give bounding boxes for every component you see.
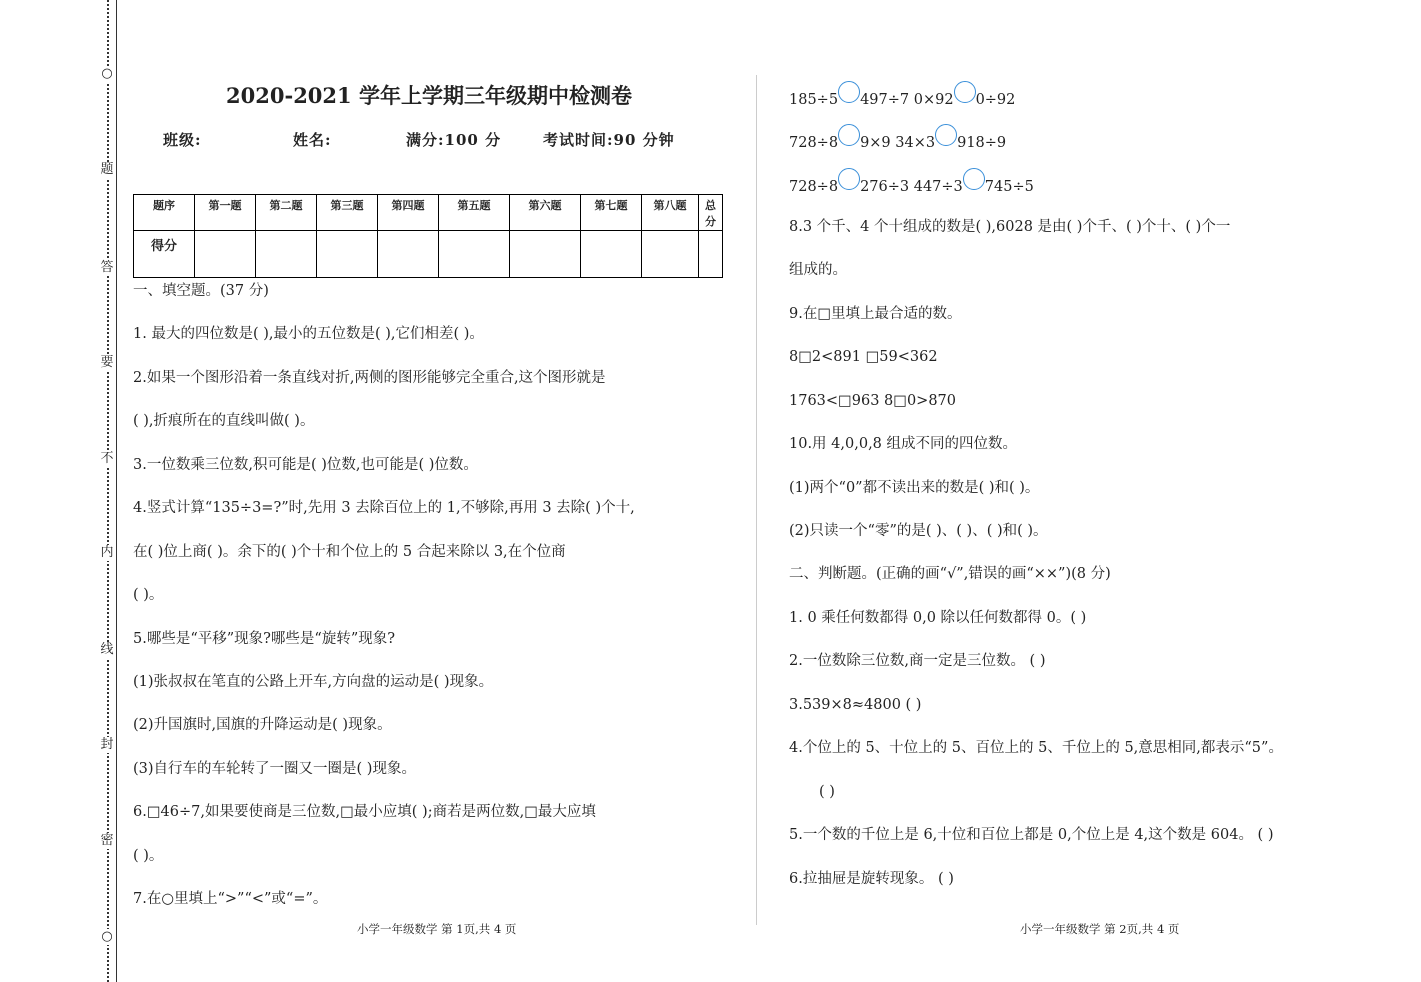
score-header: 第七题 (581, 195, 642, 231)
question-5: 5.哪些是“平移”现象?哪些是“旋转”现象? (133, 631, 396, 647)
judgment-2: 2.一位数除三位数,商一定是三位数。 ( ) (789, 653, 1046, 669)
question-9-row2: 1763<□963 8□0>870 (789, 393, 957, 409)
page-divider (756, 75, 757, 925)
question-6-line2: ( )。 (133, 848, 164, 864)
score-cell[interactable] (510, 231, 581, 278)
score-row-label: 得分 (134, 231, 195, 278)
score-header: 题序 (134, 195, 195, 231)
question-8-line2: 组成的。 (789, 262, 847, 278)
score-table (133, 194, 723, 278)
binding-char: 密 (100, 833, 114, 848)
section-fill-blank: 一、填空题。(37 分) (133, 283, 269, 299)
judgment-5: 5.一个数的千位上是 6,十位和百位上都是 0,个位上是 4,这个数是 604。 ( ) (789, 827, 1274, 843)
judgment-6: 6.拉抽屉是旋转现象。 ( ) (789, 871, 954, 887)
binding-char: ○ (99, 929, 115, 945)
question-10-1: (1)两个“0”都不读出来的数是( )和( )。 (789, 480, 1040, 496)
compare-expr: 0÷92 (975, 92, 1016, 108)
question-3: 3.一位数乘三位数,积可能是( )位数,也可能是( )位数。 (133, 457, 478, 473)
score-cell[interactable] (642, 231, 699, 278)
question-8-line1: 8.3 个千、4 个十组成的数是( ),6028 是由( )个千、( )个十、( )个一 (789, 219, 1231, 235)
score-cell[interactable] (581, 231, 642, 278)
compare-row-3 (789, 177, 1034, 197)
full-marks: 满分:100 分 (406, 131, 502, 149)
compare-circle[interactable] (935, 124, 957, 146)
score-header: 总分 (699, 195, 723, 231)
footer-page-2: 小学一年级数学 第 2页,共 4 页 (1020, 922, 1180, 936)
binding-solid-line (116, 0, 117, 982)
compare-expr: 185÷5 (789, 92, 839, 108)
question-4-line2: 在( )位上商( )。余下的( )个十和个位上的 5 合起来除以 3,在个位商 (133, 544, 566, 560)
question-9: 9.在□里填上最合适的数。 (789, 306, 962, 322)
compare-row-1 (789, 90, 1015, 110)
question-2-line2: ( ),折痕所在的直线叫做( )。 (133, 413, 315, 429)
question-1: 1. 最大的四位数是( ),最小的五位数是( ),它们相差( )。 (133, 326, 484, 342)
score-cell[interactable] (317, 231, 378, 278)
question-10-2: (2)只读一个“零”的是( )、( )、( )和( )。 (789, 523, 1048, 539)
compare-circle[interactable] (954, 81, 976, 103)
exam-title: 2020-2021 学年上学期三年级期中检测卷 (226, 83, 632, 108)
class-label: 班级: (163, 131, 202, 149)
judgment-4-line2: ( ) (819, 784, 835, 800)
compare-expr: 728÷8 (789, 179, 839, 195)
score-cell[interactable] (256, 231, 317, 278)
compare-circle[interactable] (838, 124, 860, 146)
question-4-line3: ( )。 (133, 587, 164, 603)
score-header: 第三题 (317, 195, 378, 231)
binding-char: 不 (100, 451, 114, 466)
question-5-3: (3)自行车的车轮转了一圈又一圈是( )现象。 (133, 761, 416, 777)
binding-char: 要 (100, 355, 114, 370)
judgment-3: 3.539×8≈4800 ( ) (789, 697, 922, 713)
question-9-row1: 8□2<891 □59<362 (789, 349, 938, 365)
section-judgment: 二、判断题。(正确的画“√”,错误的画“××”)(8 分) (789, 566, 1111, 582)
compare-expr: 728÷8 (789, 135, 839, 151)
question-5-1: (1)张叔叔在笔直的公路上开车,方向盘的运动是( )现象。 (133, 674, 494, 690)
compare-circle[interactable] (963, 168, 985, 190)
question-4-line1: 4.竖式计算“135÷3=?”时,先用 3 去除百位上的 1,不够除,再用 3 去除( )个十, (133, 500, 635, 516)
question-6-line1: 6.□46÷7,如果要使商是三位数,□最小应填( );商若是两位数,□最大应填 (133, 804, 596, 820)
question-2-line1: 2.如果一个图形沿着一条直线对折,两侧的图形能够完全重合,这个图形就是 (133, 370, 606, 386)
compare-row-2 (789, 133, 1006, 153)
binding-margin (98, 0, 118, 982)
name-label: 姓名: (293, 131, 332, 149)
score-cell[interactable] (195, 231, 256, 278)
question-5-2: (2)升国旗时,国旗的升降运动是( )现象。 (133, 717, 392, 733)
score-cell[interactable] (699, 231, 723, 278)
compare-circle[interactable] (838, 168, 860, 190)
binding-char: ○ (99, 66, 115, 82)
score-header: 第四题 (378, 195, 439, 231)
score-header: 第五题 (439, 195, 510, 231)
compare-expr: 497÷7 0×92 (860, 92, 954, 108)
question-7: 7.在○里填上“>”“<”或“=”。 (133, 891, 328, 907)
binding-char: 线 (100, 642, 114, 657)
score-header: 第八题 (642, 195, 699, 231)
question-10: 10.用 4,0,0,8 组成不同的四位数。 (789, 436, 1018, 452)
score-header: 第一题 (195, 195, 256, 231)
compare-expr: 745÷5 (984, 179, 1034, 195)
score-header: 第六题 (510, 195, 581, 231)
compare-circle[interactable] (838, 81, 860, 103)
footer-page-1: 小学一年级数学 第 1页,共 4 页 (357, 922, 517, 936)
exam-time: 考试时间:90 分钟 (543, 131, 675, 149)
judgment-1: 1. 0 乘任何数都得 0,0 除以任何数都得 0。( ) (789, 610, 1087, 626)
compare-expr: 918÷9 (957, 135, 1007, 151)
binding-char: 内 (100, 545, 114, 560)
compare-expr: 276÷3 447÷3 (860, 179, 963, 195)
score-header: 第二题 (256, 195, 317, 231)
judgment-4-line1: 4.个位上的 5、十位上的 5、百位上的 5、千位上的 5,意思相同,都表示“5”。 (789, 740, 1283, 756)
compare-expr: 9×9 34×3 (860, 135, 936, 151)
binding-char: 答 (100, 260, 114, 275)
score-cell[interactable] (378, 231, 439, 278)
score-cell[interactable] (439, 231, 510, 278)
binding-char: 封 (100, 737, 114, 752)
binding-char: 题 (100, 162, 114, 177)
